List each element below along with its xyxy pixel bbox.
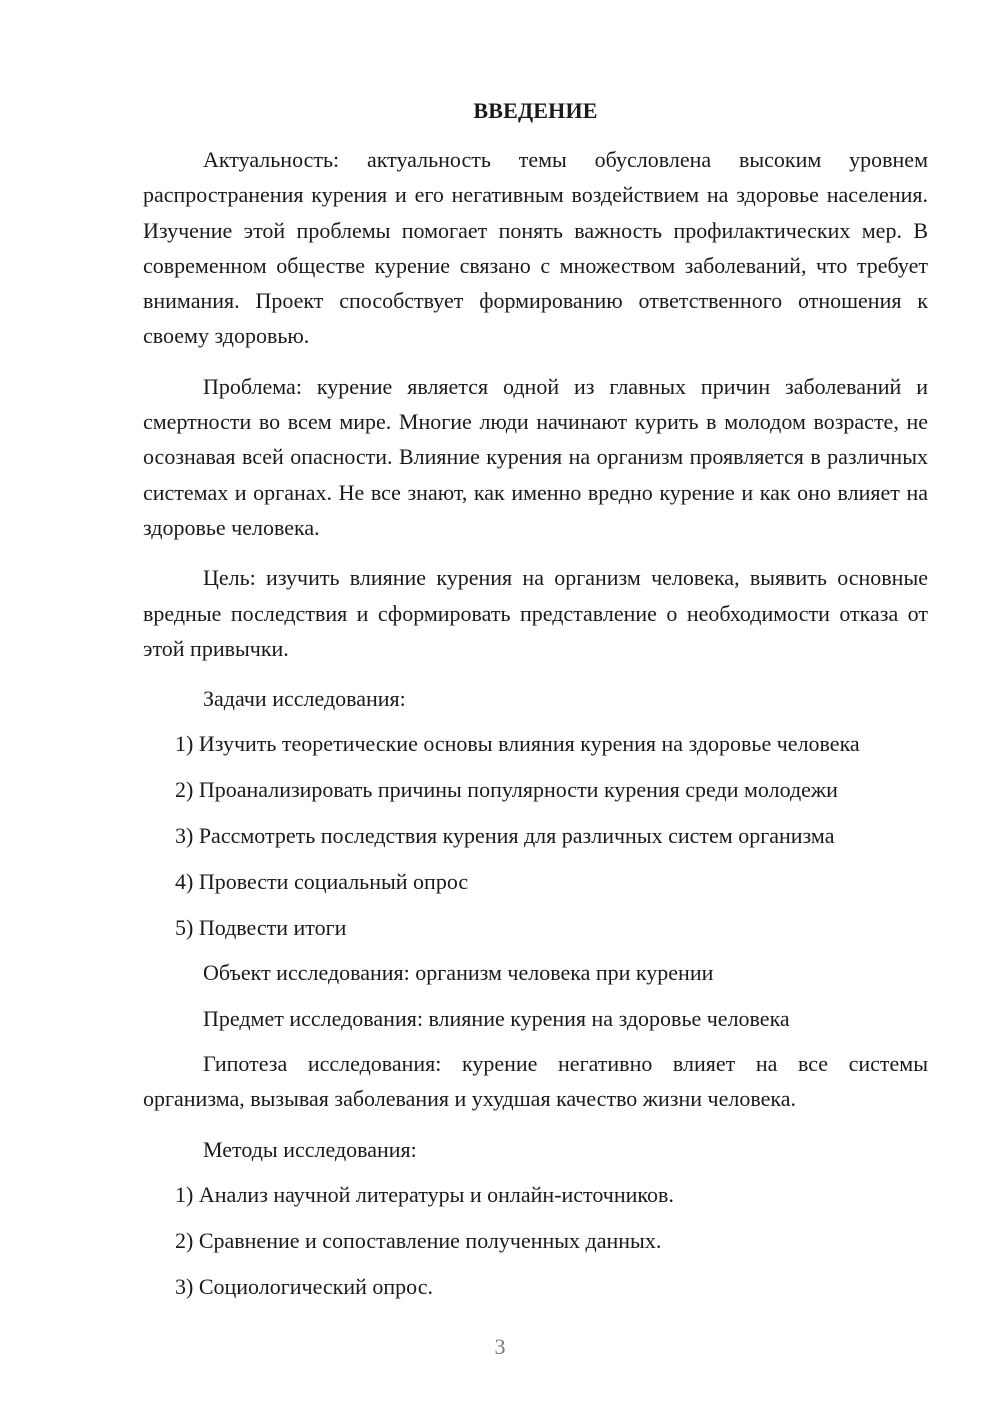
list-item: 5) Подвести итоги xyxy=(175,914,347,940)
tasks-list xyxy=(143,726,928,944)
tasks-heading: Задачи исследования: xyxy=(203,686,406,712)
section-title: ВВЕДЕНИЕ xyxy=(473,98,598,123)
object-paragraph: Объект исследования: организм человека при курении xyxy=(203,960,714,986)
list-item: 4) Провести социальный опрос xyxy=(175,868,469,894)
problem-paragraph: Проблема: курение является одной из главных причин заболеваний и смертности во всем мире. Многие люди начинают курить в молодом возрасте, не осознавая всей опасности. Влияние курения на организм проявляется в различных системах и органах. Не все знают, как именно вредно курение и как оно влияет на здоровье человека. xyxy=(143,373,928,540)
methods-list xyxy=(143,1177,928,1304)
methods-heading: Методы исследования: xyxy=(203,1136,417,1162)
list-item: 1) Анализ научной литературы и онлайн-источников. xyxy=(175,1181,674,1207)
list-item: 2) Проанализировать причины популярности курения среди молодежи xyxy=(175,777,838,803)
list-item: 3) Рассмотреть последствия курения для различных систем организма xyxy=(175,823,835,849)
subject-paragraph: Предмет исследования: влияние курения на здоровье человека xyxy=(203,1005,790,1031)
goal-paragraph: Цель: изучить влияние курения на организм человека, выявить основные вредные последствия и сформировать представление о необходимости отказа от этой привычки. xyxy=(143,565,928,661)
list-item: 3) Социологический опрос. xyxy=(175,1273,433,1299)
list-item: 1) Изучить теоретические основы влияния курения на здоровье человека xyxy=(175,731,860,757)
hypothesis-paragraph: Гипотеза исследования: курение негативно влияет на все системы организма, вызывая заболевания и ухудшая качество жизни человека. xyxy=(143,1051,928,1112)
list-item: 2) Сравнение и сопоставление полученных данных. xyxy=(175,1227,662,1253)
relevance-paragraph: Актуальность: актуальность темы обусловлена высоким уровнем распространения курения и его негативным воздействием на здоровье населения. Изучение этой проблемы помогает понять важность профилактических мер. В современном обществе курение связано с множеством заболеваний, что требует внимания. Проект способствует формированию ответственного отношения к своему здоровью. xyxy=(143,147,928,349)
page-number: 3 xyxy=(494,1334,506,1359)
document-page xyxy=(143,95,928,1314)
